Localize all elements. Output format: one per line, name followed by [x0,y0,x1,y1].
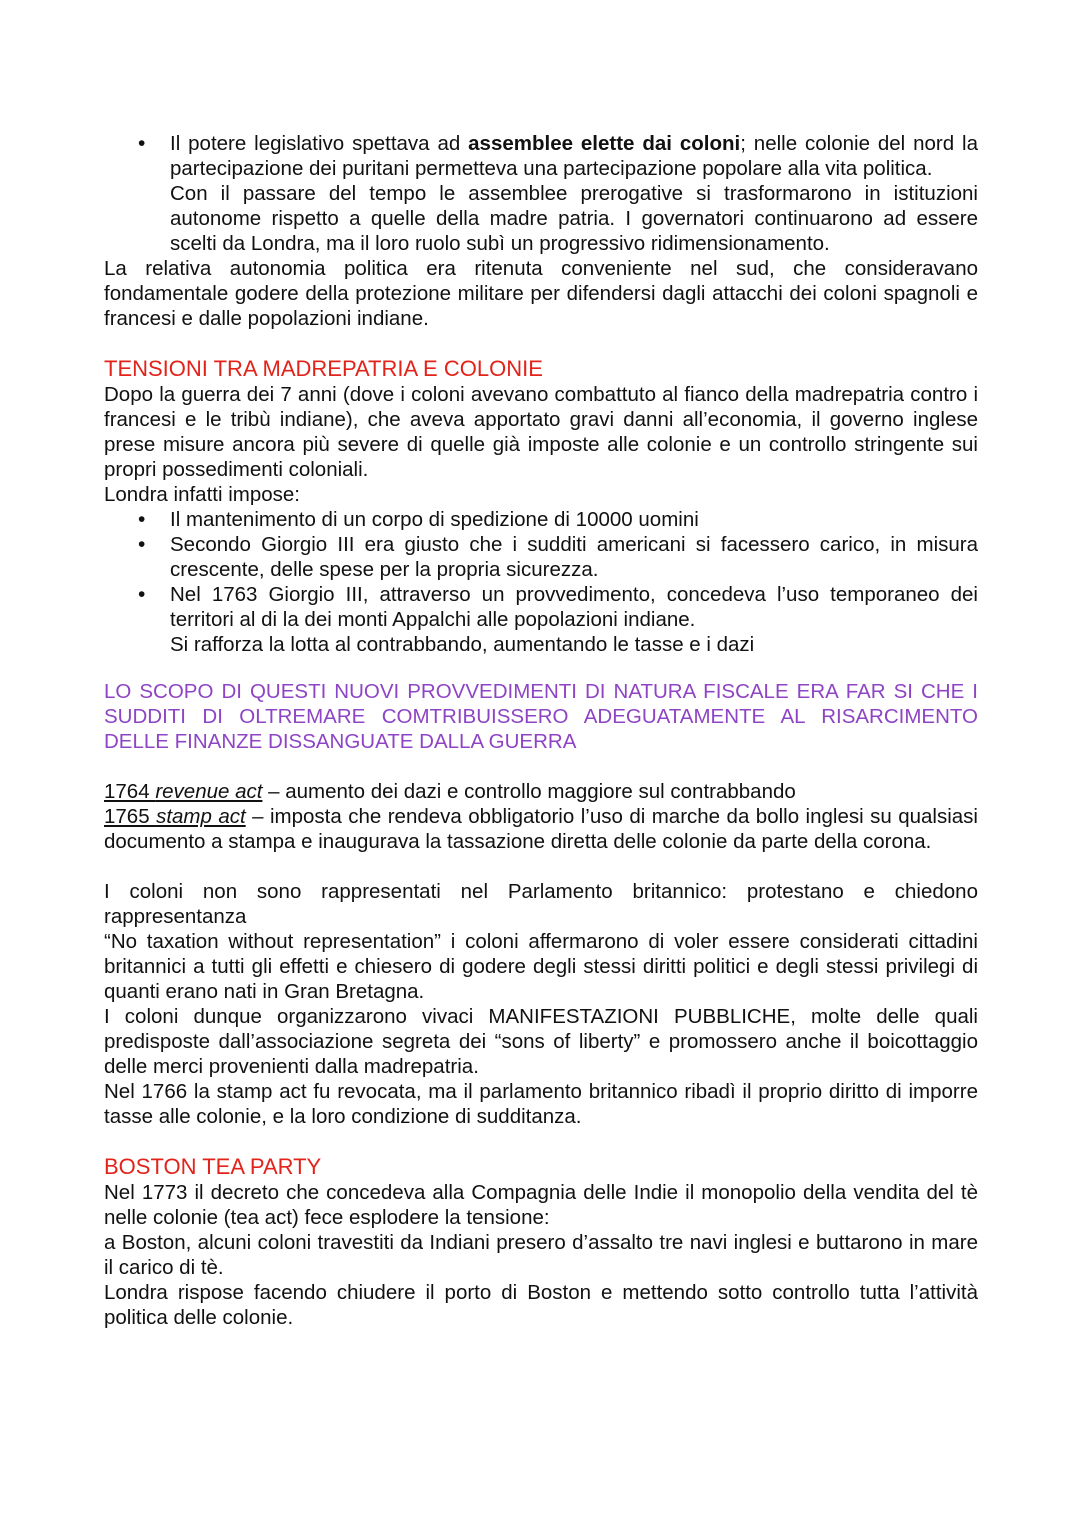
paragraph-boston-assault: a Boston, alcuni coloni travestiti da Indiani presero d’assalto tre navi inglesi e buttarono in mare il carico di tè. [104,1231,978,1279]
document-body [104,131,978,1330]
act-stamp-title [104,805,246,828]
paragraph-no-taxation-slogan: “No taxation without representation” i coloni affermarono di voler essere considerati cittadini britannici a tutti gli effetti e chiesero di godere degli stessi diritti politici e degli stessi privilegi di quanti erano nati in Gran Bretagna. [104,930,978,1003]
list-item: • Il mantenimento di un corpo di spedizione di 10000 uomini [104,507,978,532]
bullet-legislative-power [104,131,978,181]
bullet-text-pre: Il potere legislativo spettava ad [170,132,469,155]
bullet-text-post: ; nelle colonie del nord la partecipazione dei puritani permetteva una partecipazione popolare alla vita politica. [170,132,978,180]
paragraph-tea-act: Nel 1773 il decreto che concedeva alla Compagnia delle Indie il monopolio della vendita del tè nelle colonie (tea act) fece esplodere la tensione: [104,1181,978,1229]
bullet-text-bold: assemblee elette dai coloni [468,132,741,155]
paragraph-london-response: Londra rispose facendo chiudere il porto di Boston e mettendo sotto controllo tutta l’attività politica delle colonie. [104,1281,978,1329]
list-item: • Nel 1763 Giorgio III, attraverso un provvedimento, concedeva l’uso temporaneo dei territori al di la dei monti Appalchi alle popolazioni indiane. [104,582,978,632]
act-name: stamp act [156,805,246,828]
paragraph-no-representation: I coloni non sono rappresentati nel Parlamento britannico: protestano e chiedono rappresentanza [104,880,978,928]
purpose-statement: LO SCOPO DI QUESTI NUOVI PROVVEDIMENTI DI NATURA FISCALE ERA FAR SI CHE I SUDDITI DI OLTREMARE COMTRIBUISSERO ADEGUATAMENTE AL RISARCIMENTO DELLE FINANZE DISSANGUATE DALLA GUERRA [104,680,978,753]
act-stamp [104,804,978,854]
paragraph-stamp-act-revoked: Nel 1766 la stamp act fu revocata, ma il parlamento britannico ribadì il proprio diritto di imporre tasse alle colonie, e la loro condizione di sudditanza. [104,1080,978,1128]
list-item-continuation: Si rafforza la lotta al contrabbando, aumentando le tasse e i dazi [170,633,755,656]
paragraph-autonomy: La relativa autonomia politica era ritenuta conveniente nel sud, che consideravano fondamentale godere della protezione militare per difendersi dagli attacchi dei coloni spagnoli e francesi e dalle popolazioni indiane. [104,257,978,330]
act-description: aumento dei dazi e controllo maggiore sul contrabbando [285,780,796,803]
paragraph-public-demonstrations: I coloni dunque organizzarono vivaci MANIFESTAZIONI PUBBLICHE, molte delle quali predisposte dall’associazione segreta dei “sons of liberty” e promossero anche il boicottaggio delle merci provenienti dalla madrepatria. [104,1005,978,1078]
act-year: 1764 [104,780,156,803]
bullet-continuation: Con il passare del tempo le assemblee prerogative si trasformarono in istituzioni autonome rispetto a quelle della madre patria. I governatori continuarono ad essere scelti da Londra, ma il loro ruolo subì un progressivo ridimensionamento. [170,182,978,255]
act-revenue [104,779,978,804]
paragraph-seven-years-war: Dopo la guerra dei 7 anni (dove i coloni avevano combattuto al fianco della madrepatria contro i francesi e le tribù indiane), che aveva apportato gravi danni all’economia, il governo inglese prese misure ancora più severe di quelle già imposte alle colonie e un controllo stringente sui propri possedimenti coloniali. [104,383,978,481]
act-revenue-title [104,780,262,803]
act-separator: – [245,805,270,828]
act-name: revenue act [155,780,263,803]
section-heading-boston-tea-party: BOSTON TEA PARTY [104,1154,322,1179]
paragraph-london-imposed: Londra infatti impose: [104,483,301,506]
act-year: 1765 [104,805,157,828]
act-description: imposta che rendeva obbligatorio l’uso di marche da bollo inglesi su qualsiasi documento a stampa e inaugurava la tassazione diretta delle colonie da parte della corona. [104,805,978,853]
list-item: • Secondo Giorgio III era giusto che i sudditi americani si facessero carico, in misura crescente, delle spese per la propria sicurezza. [104,532,978,582]
section-heading-tensions: TENSIONI TRA MADREPATRIA E COLONIE [104,356,543,381]
act-separator: – [262,780,286,803]
